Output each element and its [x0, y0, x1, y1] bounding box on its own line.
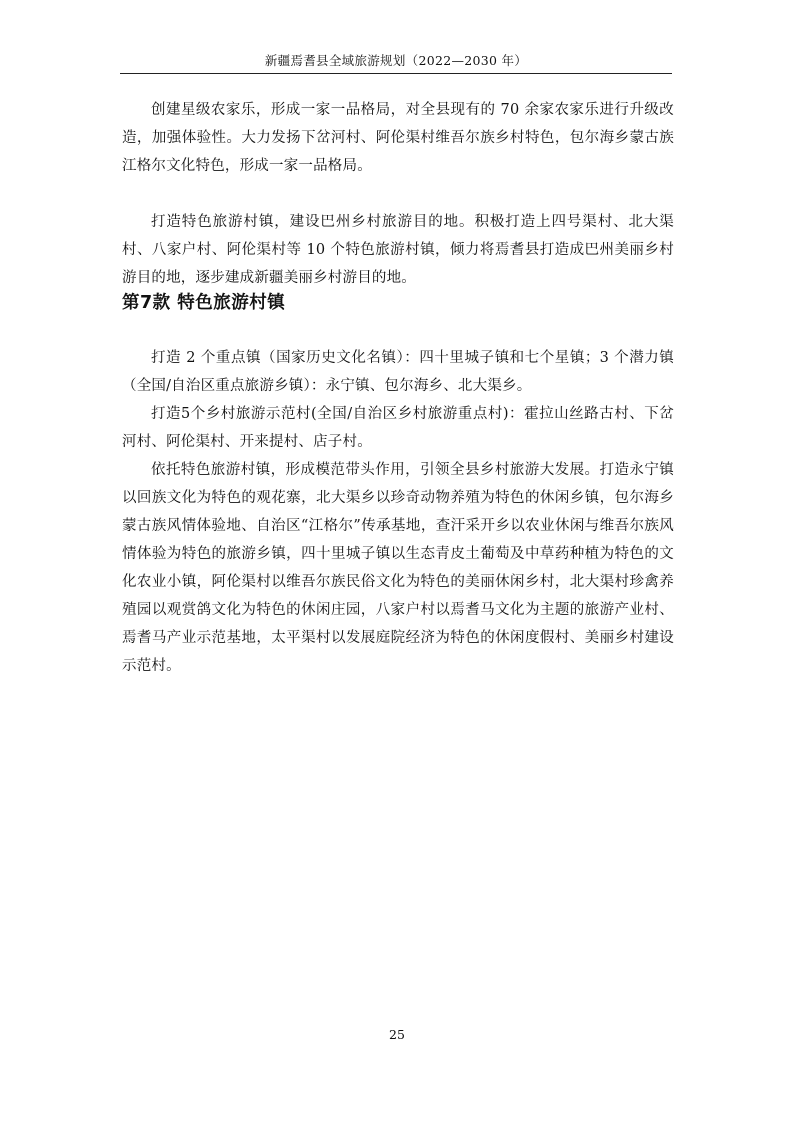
paragraph-farmstay: 创建星级农家乐，形成一家一品格局，对全县现有的 70 余家农家乐进行升级改造，加强体验性。大力发扬下岔河村、阿伦渠村维吾尔族乡村特色，包尔海乡蒙古族江格尔文化特色，形成一家一品格局。	[122, 102, 674, 174]
running-header: 新疆焉耆县全域旅游规划（2022—2030 年）	[264, 53, 528, 68]
section-heading: 第7款 特色旅游村镇	[122, 293, 286, 313]
header-divider	[120, 73, 672, 74]
paragraph-tourism-villages: 打造特色旅游村镇，建设巴州乡村旅游目的地。积极打造上四号渠村、北大渠村、八家户村、阿伦渠村等 10 个特色旅游村镇，倾力将焉耆县打造成巴州美丽乡村游目的地，逐步建成新疆美丽乡村游目的地。	[122, 214, 674, 286]
paragraph-development: 依托特色旅游村镇，形成模范带头作用，引领全县乡村旅游大发展。打造永宁镇以回族文化为特色的观花寨，北大渠乡以珍奇动物养殖为特色的休闲乡镇，包尔海乡蒙古族风情体验地、自治区“江格尔”传承基地，查汗采开乡以农业休闲与维吾尔族风情体验为特色的旅游乡镇，四十里城子镇以生态青皮土葡萄及中草药种植为特色的文化农业小镇，阿伦渠村以维吾尔族民俗文化为特色的美丽休闲乡村，北大渠村珍禽养殖园以观赏鸽文化为特色的休闲庄园，八家户村以焉耆马文化为主题的旅游产业村、焉耆马产业示范基地，太平渠村以发展庭院经济为特色的休闲度假村、美丽乡村建设示范村。	[122, 462, 674, 674]
paragraph-key-towns: 打造 2 个重点镇（国家历史文化名镇）：四十里城子镇和七个星镇；3 个潜力镇（全国/自治区重点旅游乡镇）：永宁镇、包尔海乡、北大渠乡。	[122, 350, 674, 394]
page-number: 25	[389, 1027, 405, 1042]
paragraph-demo-villages: 打造5个乡村旅游示范村(全国/自治区乡村旅游重点村)：霍拉山丝路古村、下岔河村、阿伦渠村、开来提村、店子村。	[122, 406, 674, 450]
